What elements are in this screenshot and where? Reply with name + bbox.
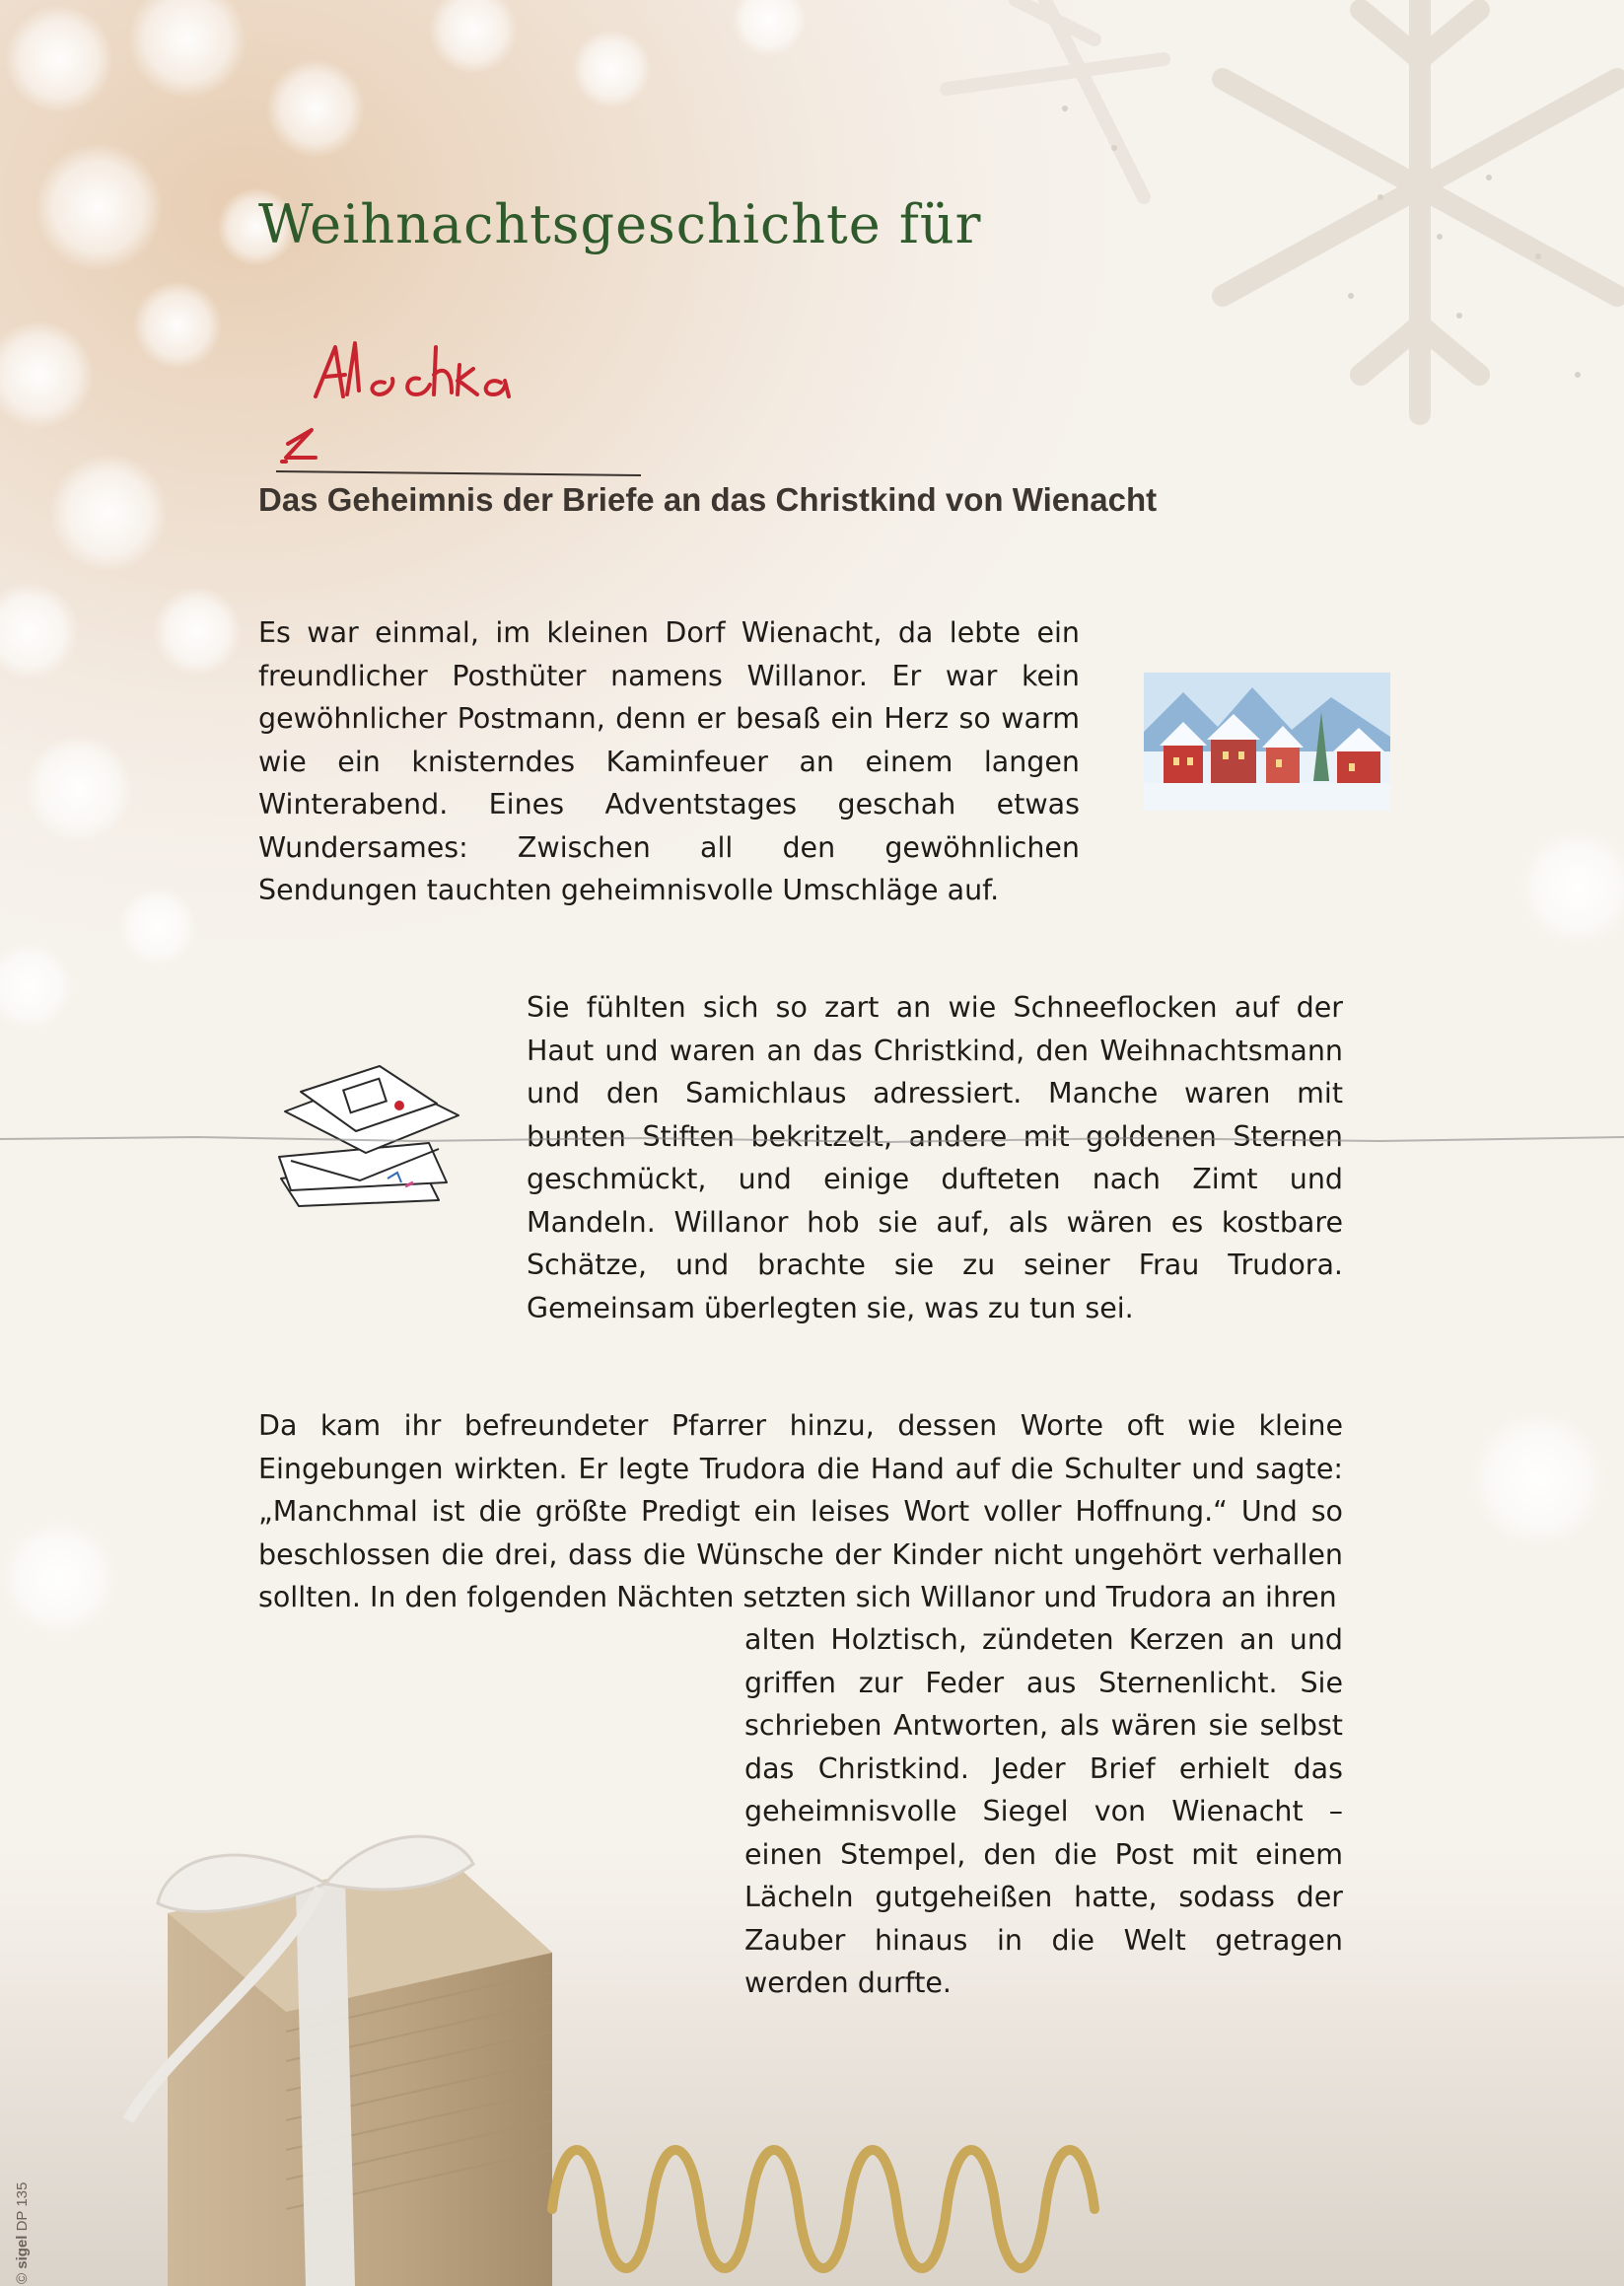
copyright-symbol: ©	[14, 2272, 31, 2284]
story-paragraph-1: Es war einmal, im kleinen Dorf Wienacht, da lebte ein freundlicher Posthüter namens Willanor. Er war kein gewöhnlicher Postmann, denn er besaß ein Herz so warm wie ein knisterndes Kaminfeuer an einem langen Winterabend. Eines Adventstages geschah etwas Wundersames: Zwischen all den gewöhnlichen Sendungen tauchten geheimnisvolle Umschläge auf.	[258, 616, 1080, 906]
story-subtitle: Das Geheimnis der Briefe an das Christkind von Wienacht	[258, 481, 1158, 518]
story-paragraph-2: Sie fühlten sich so zart an wie Schneeflocken auf der Haut und waren an das Christkind, den Weihnachtsmann und den Samichlaus adressiert. Manche waren mit bunten Stiften bekritzelt, andere mit goldenen Sternen geschmückt, und einige dufteten nach Zimt und Mandeln. Willanor hob sie auf, als wären es kostbare Schätze, und brachte sie zu seiner Frau Trudora. Gemeinsam überlegten sie, was zu tun sei.	[527, 991, 1343, 1324]
brand-name: sigel	[14, 2235, 31, 2269]
recipient-signature	[276, 335, 661, 483]
paper-fold-line	[0, 1132, 1624, 1146]
story-paragraph-4: alten Holztisch, zündeten Kerzen an und griffen zur Feder aus Sternenlicht. Sie schrieben Antworten, als wären sie selbst das Christkind. Jeder Brief erhielt das geheimnisvolle Siegel von Wienacht – einen Stempel, den die Post mit einem Lächeln gutgeheißen hatte, sodass der Zauber hinaus in die Welt getragen werden durfte.	[744, 1623, 1343, 1999]
page-title: Weihnachtsgeschichte für	[258, 193, 982, 255]
story-paragraph-3: Da kam ihr befreundeter Pfarrer hinzu, dessen Worte oft wie kleine Eingebungen wirkten. Er legte Trudora die Hand auf die Schulter und sagte: „Manchmal ist die größte Predigt ein leises Wort voller Hoffnung.“ Und so beschlossen die drei, dass die Wünsche der Kinder nicht ungehört verhallen sollten. In den folgenden Nächten setzten sich Willanor und Trudora an ihren	[258, 1409, 1343, 1613]
winter-village-illustration	[1144, 673, 1390, 811]
product-code: DP 135	[14, 2181, 31, 2232]
brand-imprint	[14, 2182, 31, 2284]
